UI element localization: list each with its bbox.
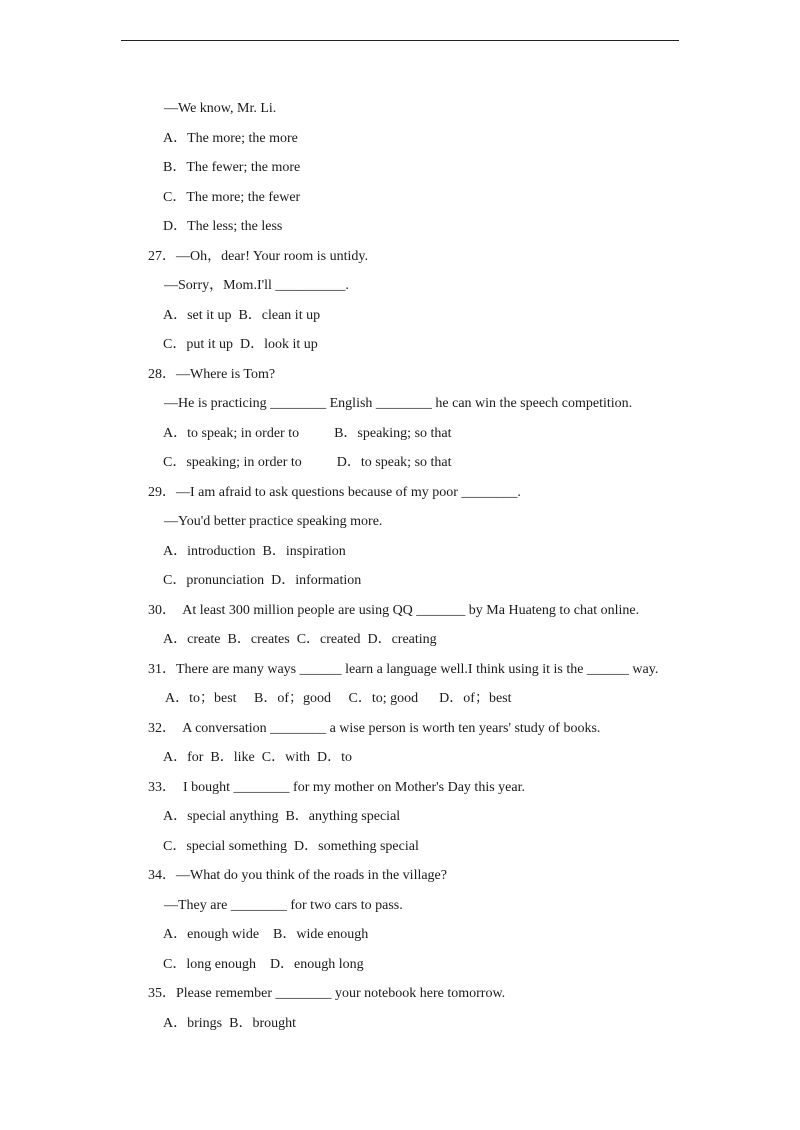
option-line: A．to；best B．of；good C．to; good D．of；best [165, 691, 512, 706]
option-line: A．The more; the more [163, 130, 298, 146]
option-line: C．special something D．something special [163, 838, 419, 854]
dialog-line: —We know, Mr. Li. [164, 101, 277, 116]
option-line: C．put it up D．look it up [163, 337, 318, 352]
option-line: B．The fewer; the more [163, 160, 301, 175]
option-line: A．introduction B．inspiration [163, 543, 346, 559]
exercise-text [0, 94, 800, 1038]
option-line: A．to speak; in order to B．speaking; so that [163, 425, 452, 441]
question-line: 29．—I am afraid to ask questions because of my poor ________. [148, 484, 521, 500]
option-line: A．set it up B．clean it up [163, 307, 321, 323]
question-line: 30． At least 300 million people are using QQ _______ by Ma Huateng to chat online. [148, 602, 640, 618]
question-line: 32． A conversation ________ a wise person is worth ten years' study of books. [148, 720, 601, 736]
option-line: A．brings B．brought [163, 1015, 296, 1031]
option-line: A．for B．like C．with D．to [163, 750, 352, 765]
dialog-line: —You'd better practice speaking more. [164, 514, 383, 529]
option-line: C．long enough D．enough long [163, 956, 364, 972]
option-line: C．pronunciation D．information [163, 573, 362, 588]
question-line: 33． I bought ________ for my mother on Mother's Day this year. [148, 779, 525, 795]
question-line: 28．—Where is Tom? [148, 366, 276, 382]
question-line: 31．There are many ways ______ learn a language well.I think using it is the ______ way. [148, 661, 659, 677]
dialog-line: —Sorry，Mom.I'll __________. [164, 278, 349, 293]
question-line: 34．—What do you think of the roads in the village? [148, 868, 447, 883]
option-line: C．The more; the fewer [163, 189, 301, 205]
dialog-line: —They are ________ for two cars to pass. [164, 897, 403, 913]
question-line: 35．Please remember ________ your notebook here tomorrow. [148, 986, 506, 1001]
question-line: 27．—Oh，dear! Your room is untidy. [148, 248, 368, 264]
option-line: A．create B．creates C．created D．creating [163, 632, 437, 647]
option-line: C．speaking; in order to D．to speak; so that [163, 455, 452, 470]
option-line: A．enough wide B．wide enough [163, 927, 369, 942]
dialog-line: —He is practicing ________ English ________ he can win the speech competition. [164, 396, 633, 411]
option-line: D．The less; the less [163, 219, 283, 234]
header-rule [121, 40, 679, 41]
option-line: A．special anything B．anything special [163, 809, 401, 824]
